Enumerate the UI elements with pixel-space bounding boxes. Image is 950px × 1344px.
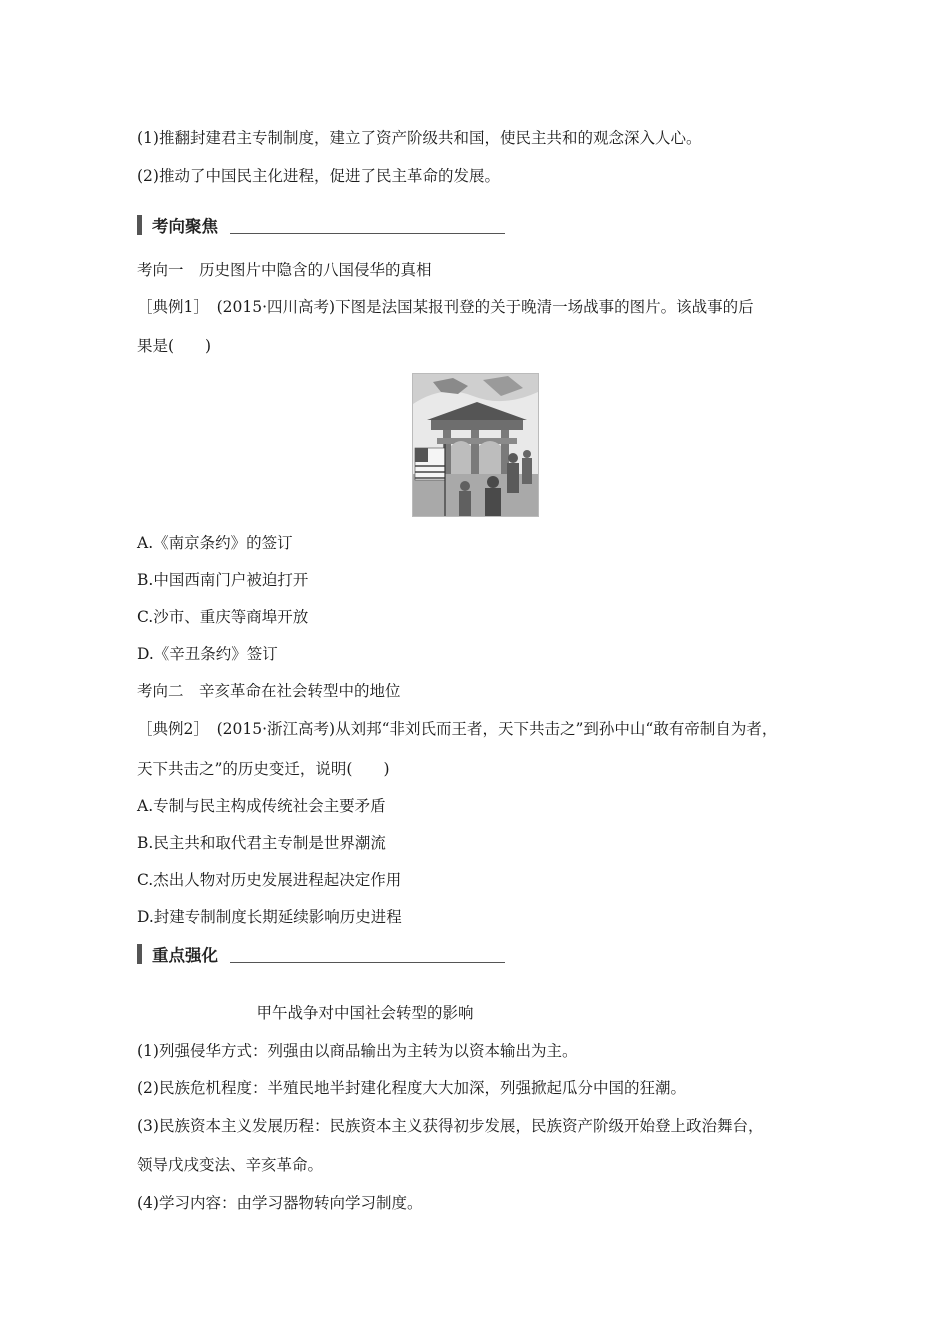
emphasis-paragraph-2: (2)民族危机程度：半殖民地半封建化程度大大加深，列强掀起瓜分中国的狂潮。	[137, 1079, 686, 1097]
topic-1-title: 考向一 历史图片中隐含的八国侵华的真相	[137, 261, 432, 279]
section-heading-text: 考向聚焦	[152, 217, 218, 236]
example-2-option-a: A.专制与民主构成传统社会主要矛盾	[137, 797, 386, 815]
heading-rule	[230, 233, 505, 234]
example-2-stem-line-1: ［典例2］ (2015·浙江高考)从刘邦“非刘氏而王者，天下共击之”到孙中山“敢有帝制自为者，	[137, 720, 778, 738]
section-heading-text: 重点强化	[152, 946, 218, 965]
heading-bar	[137, 215, 142, 235]
example-1-stem-line-1: ［典例1］ (2015·四川高考)下图是法国某报刊登的关于晚清一场战事的图片。该战事的后	[137, 298, 754, 316]
example-1-option-a: A.《南京条约》的签订	[137, 534, 293, 552]
heading-rule	[230, 962, 505, 963]
emphasis-title: 甲午战争对中国社会转型的影响	[256, 1004, 474, 1022]
example-2-stem-line-2: 天下共击之”的历史变迁，说明( )	[137, 760, 390, 778]
illustration-drawing	[413, 374, 538, 516]
example-2-option-c: C.杰出人物对历史发展进程起决定作用	[137, 871, 402, 889]
emphasis-paragraph-1: (1)列强侵华方式：列强由以商品输出为主转为以资本输出为主。	[137, 1042, 578, 1060]
emphasis-paragraph-4: (4)学习内容：由学习器物转向学习制度。	[137, 1194, 423, 1212]
intro-paragraph-1: (1)推翻封建君主专制制度，建立了资产阶级共和国，使民主共和的观念深入人心。	[137, 129, 702, 147]
emphasis-paragraph-3-line-1: (3)民族资本主义发展历程：民族资本主义获得初步发展，民族资产阶级开始登上政治舞台，	[137, 1117, 764, 1135]
topic-2-title: 考向二 辛亥革命在社会转型中的地位	[137, 682, 401, 700]
example-1-option-c: C.沙市、重庆等商埠开放	[137, 608, 309, 626]
example-1-option-b: B.中国西南门户被迫打开	[137, 571, 309, 589]
section-heading-emphasis	[137, 943, 505, 965]
example-1-stem-line-2: 果是( )	[137, 337, 212, 355]
example-1-option-d: D.《辛丑条约》签订	[137, 645, 278, 663]
intro-paragraph-2: (2)推动了中国民主化进程，促进了民主革命的发展。	[137, 167, 500, 185]
emphasis-paragraph-3-line-2: 领导戊戌变法、辛亥革命。	[137, 1156, 324, 1174]
historical-illustration	[412, 373, 539, 517]
example-2-option-b: B.民主共和取代君主专制是世界潮流	[137, 834, 386, 852]
example-2-option-d: D.封建专制制度长期延续影响历史进程	[137, 908, 402, 926]
section-heading-focus	[137, 214, 505, 236]
heading-bar	[137, 944, 142, 964]
